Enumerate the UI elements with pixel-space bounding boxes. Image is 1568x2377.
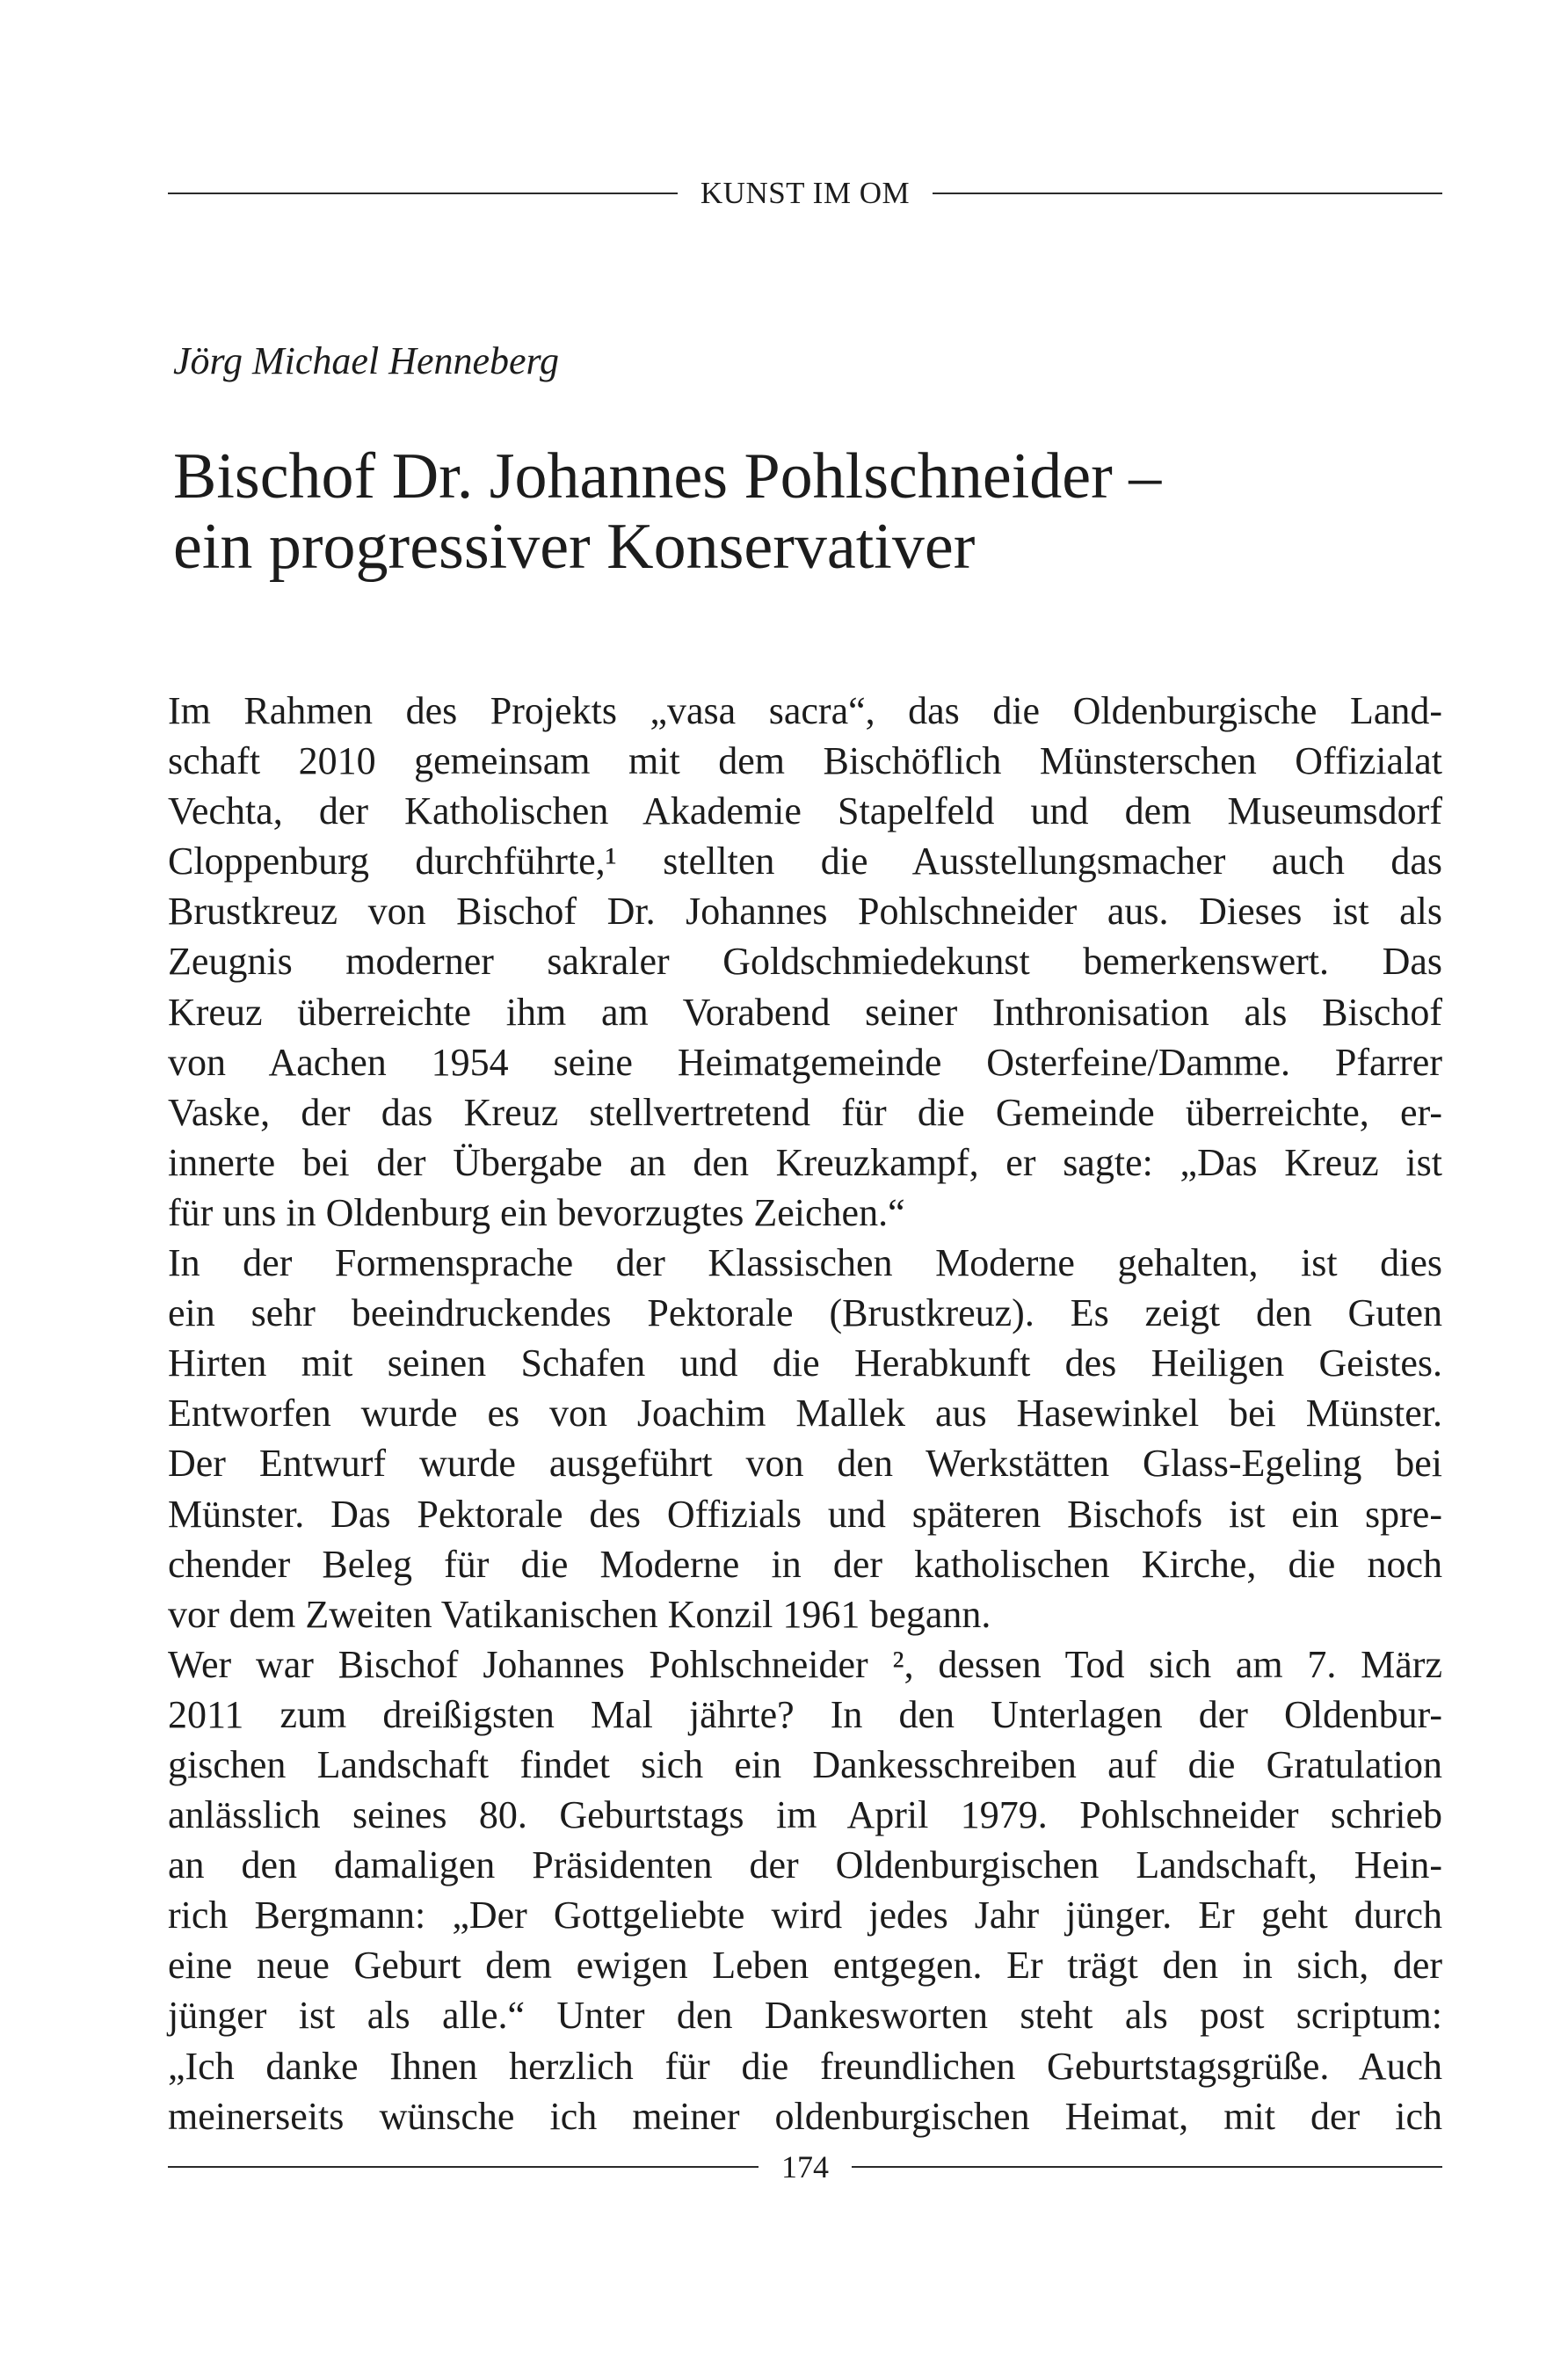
body-line: jünger ist als alle.“ Unter den Dankesworten steht als post scriptum: (168, 1994, 1442, 2038)
body-line: für uns in Oldenburg ein bevorzugtes Zeichen.“ (168, 1190, 905, 1234)
running-title: KUNST IM OM (700, 176, 911, 210)
body-line: Vechta, der Katholischen Akademie Stapelfeld und dem Museumsdorf (168, 789, 1442, 833)
body-line: Im Rahmen des Projekts „vasa sacra“, das die Oldenburgische Land- (168, 689, 1442, 732)
header-rule-left (168, 193, 678, 194)
footer-rule-left (168, 2166, 759, 2168)
body-line: Wer war Bischof Johannes Pohlschneider ², dessen Tod sich am 7. März (168, 1642, 1442, 1686)
title-line: Bischof Dr. Johannes Pohlschneider – (173, 440, 1162, 512)
article-author: Jörg Michael Henneberg (173, 339, 560, 382)
article-body (168, 686, 1442, 2141)
body-line: von Aachen 1954 seine Heimatgemeinde Osterfeine/Damme. Pfarrer (168, 1040, 1442, 1084)
page-footer (168, 2145, 1442, 2189)
body-line: Kreuz überreichte ihm am Vorabend seiner Inthronisation als Bischof (168, 990, 1442, 1034)
body-line: innerte bei der Übergabe an den Kreuzkampf, er sagte: „Das Kreuz ist (168, 1140, 1442, 1184)
body-line: chender Beleg für die Moderne in der katholischen Kirche, die noch (168, 1542, 1442, 1586)
body-line: Vaske, der das Kreuz stellvertretend für die Gemeinde überreichte, er- (168, 1090, 1442, 1134)
running-header (168, 171, 1442, 215)
body-line: Der Entwurf wurde ausgeführt von den Werkstätten Glass-Egeling bei (168, 1442, 1442, 1486)
body-line: schaft 2010 gemeinsam mit dem Bischöflich Münsterschen Offizialat (168, 739, 1442, 783)
body-line: eine neue Geburt dem ewigen Leben entgegen. Er trägt den in sich, der (168, 1944, 1442, 1988)
article-title (173, 441, 1448, 582)
body-line: „Ich danke Ihnen herzlich für die freundlichen Geburtstagsgrüße. Auch (168, 2044, 1442, 2088)
header-rule-right (933, 193, 1442, 194)
body-line: Cloppenburg durchführte,¹ stellten die Ausstellungsmacher auch das (168, 840, 1442, 883)
body-line: ein sehr beeindruckendes Pektorale (Brustkreuz). Es zeigt den Guten (168, 1291, 1442, 1335)
title-line: ein progressiver Konservativer (173, 511, 976, 583)
body-line: Hirten mit seinen Schafen und die Herabkunft des Heiligen Geistes. (168, 1341, 1442, 1385)
body-line: In der Formensprache der Klassischen Moderne gehalten, ist dies (168, 1241, 1442, 1285)
body-line: vor dem Zweiten Vatikanischen Konzil 1961 begann. (168, 1592, 991, 1636)
body-line: anlässlich seines 80. Geburtstags im April 1979. Pohlschneider schrieb (168, 1793, 1442, 1837)
body-line: an den damaligen Präsidenten der Oldenburgischen Landschaft, Hein- (168, 1843, 1442, 1887)
page-number: 174 (781, 2149, 829, 2184)
body-line: gischen Landschaft findet sich ein Dankesschreiben auf die Gratulation (168, 1742, 1442, 1786)
footer-rule-right (852, 2166, 1442, 2168)
body-line: Münster. Das Pektorale des Offizials und späteren Bischofs ist ein spre- (168, 1492, 1442, 1536)
body-line: 2011 zum dreißigsten Mal jährte? In den Unterlagen der Oldenbur- (168, 1692, 1442, 1736)
body-line: Brustkreuz von Bischof Dr. Johannes Pohlschneider aus. Dieses ist als (168, 890, 1442, 934)
body-line: Zeugnis moderner sakraler Goldschmiedekunst bemerkenswert. Das (168, 940, 1442, 984)
body-line: meinerseits wünsche ich meiner oldenburgischen Heimat, mit der ich (168, 2094, 1442, 2138)
body-line: rich Bergmann: „Der Gottgeliebte wird jedes Jahr jünger. Er geht durch (168, 1894, 1442, 1937)
body-line: Entworfen wurde es von Joachim Mallek aus Hasewinkel bei Münster. (168, 1392, 1442, 1436)
